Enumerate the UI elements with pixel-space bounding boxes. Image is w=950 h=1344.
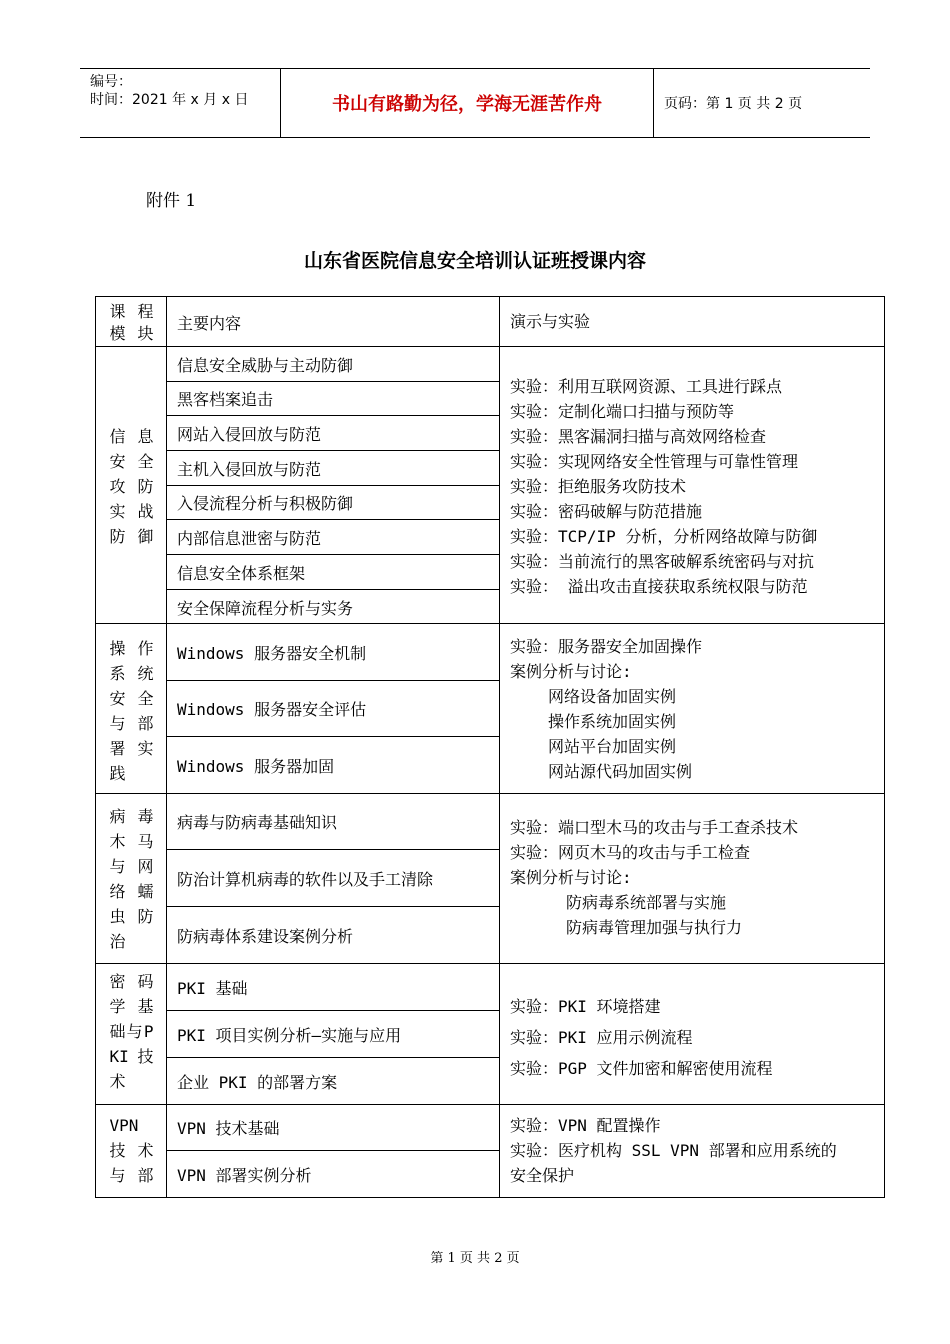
content-item: PKI 基础 (167, 964, 499, 1011)
module-name: 信息安全攻防实战防御 (109, 427, 154, 546)
demo-line: 实验：VPN 配置操作 (510, 1116, 661, 1135)
demo-line: 实验：医疗机构 SSL VPN 部署和应用系统的 (510, 1141, 837, 1160)
content-item: 入侵流程分析与积极防御 (167, 486, 499, 520)
demo-line: 实验：PKI 应用示例流程 (510, 1028, 693, 1047)
page-header (80, 68, 870, 138)
demo-line: 案例分析与讨论: (510, 868, 632, 887)
content-item: PKI 项目实例分析—实施与应用 (167, 1011, 499, 1058)
table-header-row (96, 297, 884, 347)
table-row (96, 794, 884, 964)
demo-line: 防病毒系统部署与实施 (566, 893, 727, 912)
demo-line: 实验：黑客漏洞扫描与高效网络检查 (510, 427, 767, 446)
document-date: 时间：2021 年 x 月 x 日 (90, 92, 249, 108)
table-row (96, 624, 884, 794)
content-item: 黑客档案追击 (167, 382, 499, 416)
content-item: Windows 服务器加固 (177, 757, 335, 776)
demo-line: 网站源代码加固实例 (548, 762, 693, 781)
content-item: Windows 服务器安全机制 (167, 624, 499, 681)
module-name: 密码学基础与PKI技术 (109, 972, 154, 1091)
table-row (96, 347, 884, 624)
content-item: 信息安全体系框架 (167, 555, 499, 590)
demo-line: 实验：实现网络安全性管理与可靠性管理 (510, 452, 799, 471)
demo-line: 实验：PGP 文件加密和解密使用流程 (510, 1059, 773, 1078)
table-row (96, 964, 884, 1105)
demo-line: 安全保护 (510, 1166, 575, 1185)
demo-list (510, 374, 882, 599)
demo-line: 实验：拒绝服务攻防技术 (510, 477, 687, 496)
header-motto: 书山有路勤为径，学海无涯苦作舟 (281, 69, 654, 137)
demo-list (510, 1113, 882, 1188)
demo-list (510, 815, 882, 940)
page-footer: 第 1 页 共 2 页 (430, 1251, 520, 1266)
demo-line: 案例分析与讨论: (510, 662, 632, 681)
content-item: 防病毒体系建设案例分析 (177, 927, 354, 946)
demo-line: 实验：TCP/IP 分析，分析网络故障与防御 (510, 527, 818, 546)
demo-line: 网站平台加固实例 (548, 737, 677, 756)
content-item: 安全保障流程分析与实务 (177, 598, 354, 618)
demo-line: 实验： 溢出攻击直接获取系统权限与防范 (510, 577, 808, 596)
demo-line: 实验：密码破解与防范措施 (510, 502, 703, 521)
content-item: 企业 PKI 的部署方案 (177, 1073, 338, 1092)
content-item: 网站入侵回放与防范 (167, 416, 499, 451)
content-item: 信息安全威胁与主动防御 (167, 347, 499, 382)
header-page-info: 页码：第 1 页 共 2 页 (664, 96, 803, 112)
header-meta (80, 69, 281, 137)
content-item: 内部信息泄密与防范 (167, 520, 499, 555)
table-row (96, 1105, 884, 1197)
document-title: 山东省医院信息安全培训认证班授课内容 (303, 250, 646, 272)
content-item: VPN 部署实例分析 (177, 1165, 312, 1185)
module-name: 操作系统安全与部署实践 (109, 639, 154, 783)
demo-line: 实验：网页木马的攻击与手工检查 (510, 843, 751, 862)
demo-list (510, 991, 882, 1084)
demo-line: 实验：当前流行的黑客破解系统密码与对抗 (510, 552, 815, 571)
demo-line: 实验：PKI 环境搭建 (510, 997, 661, 1016)
content-item: 主机入侵回放与防范 (167, 451, 499, 486)
module-name: 病毒木马与网络蠕虫防治 (109, 807, 154, 951)
course-table (95, 296, 885, 1198)
demo-line: 实验：定制化端口扫描与预防等 (510, 402, 735, 421)
demo-line: 实验：端口型木马的攻击与手工查杀技术 (510, 818, 799, 837)
attachment-label: 附件 1 (146, 191, 197, 211)
document-number: 编号： (90, 74, 132, 90)
header-demo: 演示与实验 (510, 312, 591, 331)
content-item: 防治计算机病毒的软件以及手工清除 (167, 850, 499, 907)
demo-line: 操作系统加固实例 (548, 712, 677, 731)
content-item: 病毒与防病毒基础知识 (167, 794, 499, 850)
module-name: VPN技术与部 (109, 1116, 154, 1185)
demo-line: 实验：利用互联网资源、工具进行踩点 (510, 377, 783, 396)
content-item: Windows 服务器安全评估 (167, 681, 499, 737)
content-item: VPN 技术基础 (167, 1105, 499, 1151)
demo-line: 防病毒管理加强与执行力 (566, 918, 743, 937)
header-content: 主要内容 (177, 313, 242, 333)
demo-line: 网络设备加固实例 (548, 687, 677, 706)
header-module: 课程模块 (109, 302, 154, 343)
demo-line: 实验：服务器安全加固操作 (510, 637, 703, 656)
demo-list (510, 634, 882, 784)
